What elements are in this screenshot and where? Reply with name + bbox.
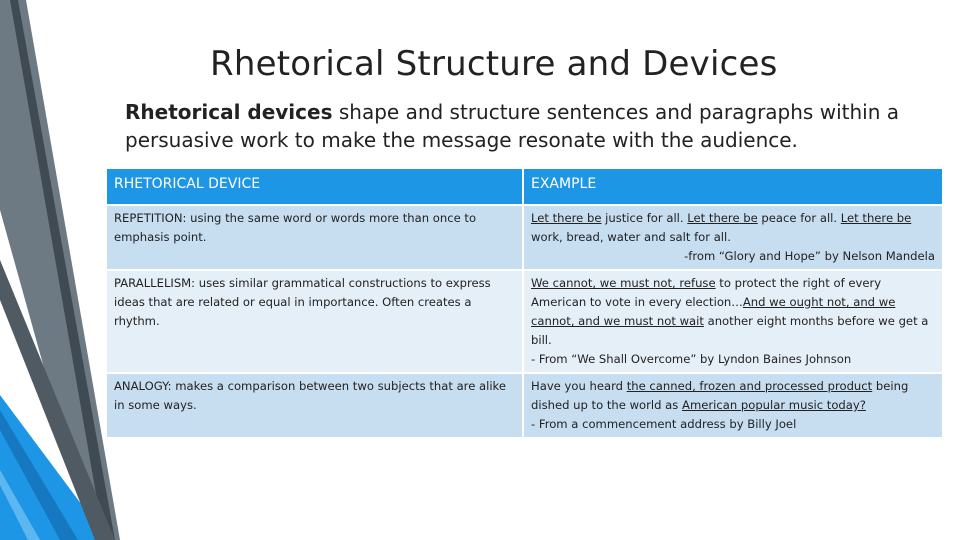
example-attribution: -from “Glory and Hope” by Nelson Mandela bbox=[684, 249, 935, 263]
intro-bold-term: Rhetorical devices bbox=[125, 100, 333, 124]
quote-text: work, bread, water and salt for all. bbox=[531, 230, 731, 244]
header-example: EXAMPLE bbox=[523, 168, 943, 205]
table-body bbox=[106, 205, 943, 438]
table-row bbox=[106, 205, 943, 270]
intro-paragraph bbox=[125, 98, 935, 154]
quote-text: Have you heard bbox=[531, 379, 627, 393]
quote-text: justice for all. bbox=[601, 211, 688, 225]
rhetorical-devices-table bbox=[105, 167, 944, 439]
quote-text: being dished up to the world as bbox=[531, 379, 909, 412]
quote-text: peace for all. bbox=[757, 211, 841, 225]
example-quote bbox=[531, 377, 935, 415]
underlined-phrase: Let there be bbox=[687, 211, 758, 225]
table-header-row bbox=[106, 168, 943, 205]
device-cell: ANALOGY: makes a comparison between two subjects that are alike in some ways. bbox=[106, 373, 523, 438]
quote-text: to protect the right of every American to vote in every election… bbox=[531, 276, 882, 309]
table-row bbox=[106, 373, 943, 438]
underlined-phrase: American popular music today? bbox=[682, 398, 866, 412]
intro-rest: shape and structure sentences and paragraphs within a persuasive work to make the message resonate with the audience. bbox=[125, 100, 899, 152]
underlined-phrase: Let there be bbox=[531, 211, 602, 225]
example-quote bbox=[531, 274, 935, 350]
underlined-phrase: We cannot, we must not, refuse bbox=[531, 276, 716, 290]
device-cell: PARALLELISM: uses similar grammatical constructions to express ideas that are related or equal in importance. Often creates a rhythm. bbox=[106, 270, 523, 373]
table-row bbox=[106, 270, 943, 373]
example-cell bbox=[523, 373, 943, 438]
example-cell bbox=[523, 270, 943, 373]
device-cell: REPETITION: using the same word or words more than once to emphasis point. bbox=[106, 205, 523, 270]
example-cell bbox=[523, 205, 943, 270]
underlined-phrase: the canned, frozen and processed product bbox=[626, 379, 873, 393]
slide-title: Rhetorical Structure and Devices bbox=[210, 44, 778, 84]
quote-text: another eight months before we get a bill. bbox=[531, 314, 929, 347]
example-quote bbox=[531, 209, 935, 247]
example-attribution: - From “We Shall Overcome” by Lyndon Baines Johnson bbox=[531, 352, 852, 366]
underlined-phrase: And we ought not, and we cannot, and we must not wait bbox=[531, 295, 896, 328]
underlined-phrase: Let there be bbox=[840, 211, 912, 225]
example-attribution: - From a commencement address by Billy Joel bbox=[531, 417, 797, 431]
header-device: RHETORICAL DEVICE bbox=[106, 168, 523, 205]
